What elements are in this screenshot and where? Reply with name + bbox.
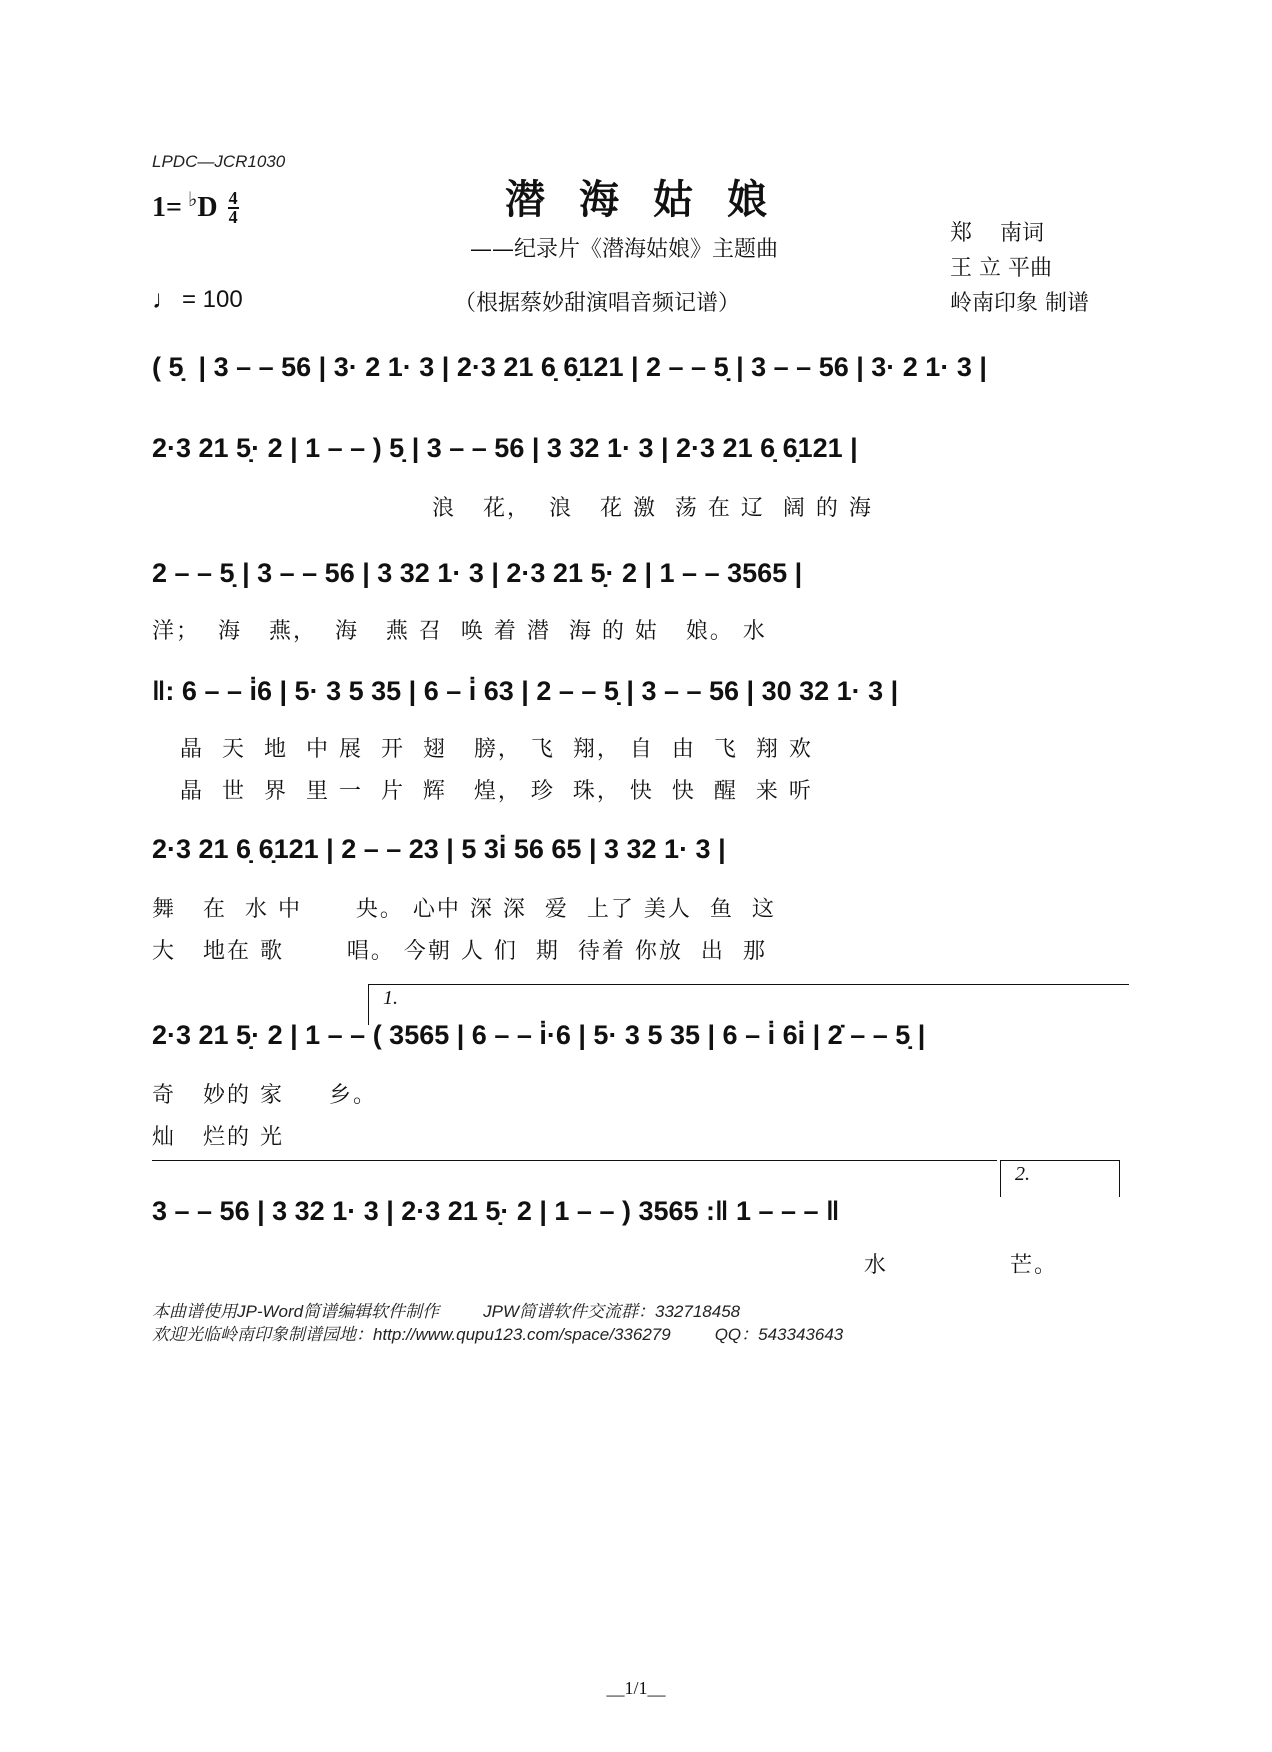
composer: 王 立 平曲: [950, 256, 1052, 281]
lyric-verse-1: 晶 天 地 中 展 开 翅 膀， 飞 翔， 自 由 飞 翔 欢: [180, 737, 813, 762]
lyric-verse-1: 奇 妙的 家 乡。: [152, 1083, 377, 1108]
notation-line: 2 – – 5̣ | 3 – – 56 | 3 32 1· 3 | 2·3 21 5̣· 2 | 1 – – 3565 |: [152, 558, 803, 588]
lyric-verse-1: 舞 在 水 中 央。 心中 深 深 爱 上了 美人 鱼 这: [152, 897, 776, 922]
score-row-7: [152, 1196, 1132, 1278]
lyric-line-2: 芒。: [1010, 1253, 1059, 1278]
quarter-note-icon: ♩: [152, 284, 178, 314]
notation-line: 2·3 21 6̣ 6̣121 | 2 – – 23 | 5 3i̇ 56 65 | 3 32 1· 3 |: [152, 834, 726, 864]
lyric-verse-2: 晶 世 界 里 一 片 辉 煌， 珍 珠， 快 快 醒 来 听: [180, 779, 813, 804]
group-info: JPW简谱软件交流群：332718458: [483, 1302, 741, 1321]
notation-line: 2·3 21 5̣· 2 | 1 – – ( 3565 | 6 – – i̇·6 | 5· 3 5 35 | 6 – i̇ 6i̇ | 2̇ – – 5̣ |: [152, 1020, 926, 1050]
flat-icon: ♭: [187, 188, 198, 211]
key-note: D: [197, 192, 218, 223]
volta-1-continuation: [152, 1160, 997, 1161]
footer-info: [152, 1300, 887, 1346]
notation-line: 3 – – 56 | 3 32 1· 3 | 2·3 21 5̣· 2 | 1 – – ) 3565 :‖ 1 – – – ‖: [152, 1196, 840, 1226]
score-row-1: [152, 352, 1132, 412]
software-credit: 本曲谱使用JP-Word简谱编辑软件制作: [152, 1302, 440, 1321]
song-subtitle: ——纪录片《潜海姑娘》主题曲: [470, 237, 779, 262]
notation-line: 2·3 21 5̣· 2 | 1 – – ) 5̣ | 3 – – 56 | 3 32 1· 3 | 2·3 21 6̣ 6̣121 |: [152, 433, 858, 463]
transcriber: 岭南印象 制谱: [950, 291, 1089, 316]
tempo-value: = 100: [182, 285, 243, 313]
time-bottom: 4: [228, 207, 238, 227]
notation-line: ‖: 6 – – i̇6 | 5· 3 5 35 | 6 – i̇ 63 | 2 – – 5̣ | 3 – – 56 | 30 32 1· 3 |: [152, 676, 899, 706]
volta-1-bracket: [368, 984, 1129, 1025]
volta-2-bracket: [1000, 1160, 1120, 1197]
volta-2-label: 2.: [1015, 1163, 1030, 1185]
lyricist: 郑 南词: [950, 221, 1044, 246]
score-row-6: [152, 1020, 1132, 1150]
lyric-verse-2: 灿 烂的 光: [152, 1125, 284, 1150]
lyric-line-1: 浪 花， 浪 花 激 荡 在 辽 阔 的 海: [432, 496, 873, 521]
key-prefix: 1=: [152, 192, 182, 223]
song-title: 潜海姑娘: [505, 176, 801, 223]
transcription-note: （根据蔡妙甜演唱音频记谱）: [454, 291, 741, 316]
website-link[interactable]: 欢迎光临岭南印象制谱园地：http://www.qupu123.com/space/336279: [152, 1325, 671, 1344]
score-row-5: [152, 834, 1132, 964]
score-code: LPDC—JCR1030: [152, 152, 286, 171]
lyric-verse-2: 大 地在 歌 唱。 今朝 人 们 期 待着 你放 出 那: [152, 939, 767, 964]
time-top: 4: [228, 188, 238, 208]
page-number: __1/1__: [606, 1678, 666, 1698]
qq-info: QQ：543343643: [714, 1325, 844, 1344]
score-row-3: [152, 558, 1132, 644]
score-row-4: [152, 676, 1132, 804]
lyric-line-1: 洋； 海 燕， 海 燕 召 唤 着 潜 海 的 姑 娘。 水: [152, 619, 767, 644]
tempo-marking: [152, 284, 243, 315]
volta-1-label: 1.: [383, 987, 398, 1009]
lyric-line-1: 水: [864, 1253, 889, 1278]
notation-line: ( 5̣ | 3 – – 56 | 3· 2 1· 3 | 2·3 21 6̣ 6̣121 | 2 – – 5̣ | 3 – – 56 | 3· 2 1· 3 |: [152, 352, 987, 382]
score-row-2: [152, 433, 1132, 521]
credits: [950, 216, 1089, 321]
